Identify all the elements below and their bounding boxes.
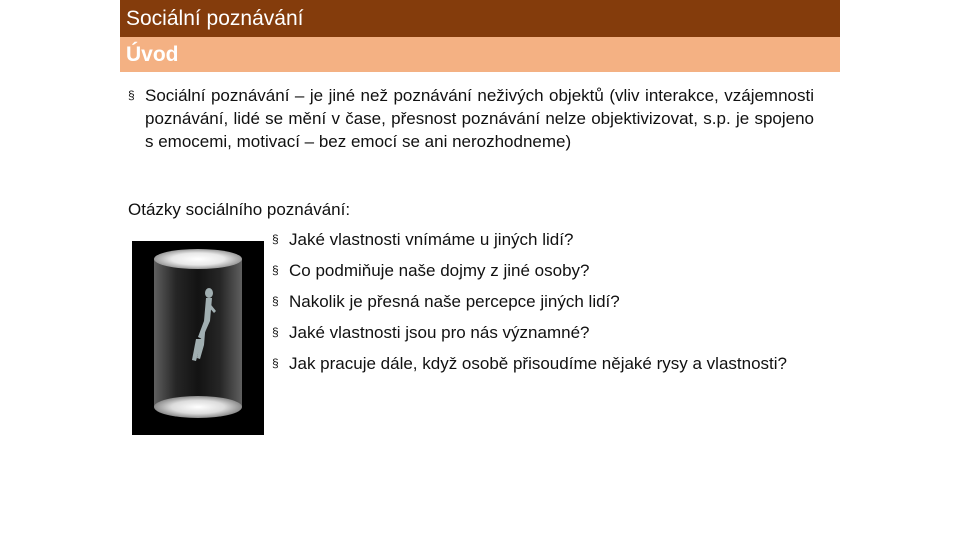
bullet-icon: §	[272, 294, 279, 308]
intro-text: Sociální poznávání – je jiné než poznávání neživých objektů (vliv interakce, vzájemnosti poznávání, lidé se mění v čase, přesnost poznávání nelze objektivizovat, s.p. je spojeno s emocemi, motivací – bez emocí se ani nerozhodneme)	[145, 86, 814, 151]
question-text: Jaké vlastnosti vnímáme u jiných lidí?	[289, 230, 574, 249]
cylinder-figure-illustration	[132, 241, 264, 435]
intro-paragraph	[128, 84, 814, 153]
question-text: Co podmiňuje naše dojmy z jiné osoby?	[289, 261, 590, 280]
questions-list	[272, 228, 816, 383]
slide-subtitle: Úvod	[120, 37, 840, 72]
bullet-icon: §	[272, 232, 279, 246]
questions-heading: Otázky sociálního poznávání:	[128, 200, 351, 219]
question-text: Jak pracuje dále, když osobě přisoudíme nějaké rysy a vlastnosti?	[289, 354, 787, 373]
bullet-icon: §	[128, 88, 135, 102]
list-item	[272, 228, 816, 251]
list-item	[272, 321, 816, 344]
slide-title: Sociální poznávání	[120, 0, 840, 37]
question-text: Jaké vlastnosti jsou pro nás významné?	[289, 323, 590, 342]
bullet-icon: §	[272, 356, 279, 370]
question-text: Nakolik je přesná naše percepce jiných lidí?	[289, 292, 620, 311]
figure-in-cylinder-image	[132, 241, 264, 435]
bullet-icon: §	[272, 325, 279, 339]
list-item	[272, 290, 816, 313]
list-item	[272, 259, 816, 282]
bullet-icon: §	[272, 263, 279, 277]
list-item	[272, 352, 816, 375]
